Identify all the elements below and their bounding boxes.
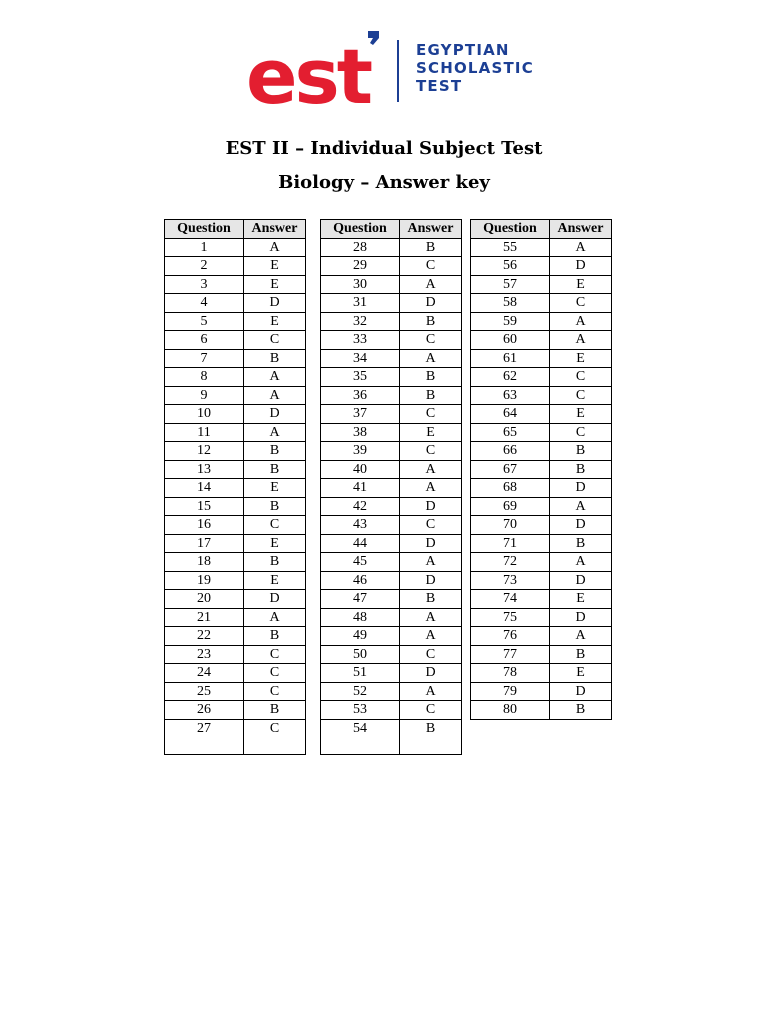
answer-letter: B bbox=[244, 627, 306, 646]
question-number: 1 bbox=[165, 238, 244, 257]
question-number: 61 bbox=[471, 349, 550, 368]
answer-letter: B bbox=[400, 238, 462, 257]
table-header-row bbox=[165, 220, 306, 239]
answer-letter: E bbox=[550, 405, 612, 424]
answer-letter: B bbox=[244, 497, 306, 516]
answer-letter: A bbox=[550, 497, 612, 516]
table-row bbox=[321, 664, 462, 683]
table-row bbox=[321, 312, 462, 331]
table-row bbox=[165, 238, 306, 257]
table-row bbox=[165, 516, 306, 535]
answer-letter: D bbox=[550, 682, 612, 701]
table-row bbox=[321, 405, 462, 424]
answer-letter: E bbox=[244, 257, 306, 276]
column-header-question: Question bbox=[165, 220, 244, 239]
question-number: 71 bbox=[471, 534, 550, 553]
answer-letter: C bbox=[244, 719, 306, 754]
table-row bbox=[165, 571, 306, 590]
answer-letter: D bbox=[400, 497, 462, 516]
question-number: 44 bbox=[321, 534, 400, 553]
table-row bbox=[321, 590, 462, 609]
table-row bbox=[321, 275, 462, 294]
question-number: 76 bbox=[471, 627, 550, 646]
question-number: 34 bbox=[321, 349, 400, 368]
answer-letter: D bbox=[244, 294, 306, 313]
question-number: 50 bbox=[321, 645, 400, 664]
answer-letter: A bbox=[400, 682, 462, 701]
question-number: 33 bbox=[321, 331, 400, 350]
table-row bbox=[471, 645, 612, 664]
logo-name-line-1: EGYPTIAN bbox=[416, 41, 510, 59]
table-row bbox=[471, 479, 612, 498]
table-row bbox=[471, 349, 612, 368]
table-row bbox=[321, 238, 462, 257]
answer-letter: A bbox=[400, 275, 462, 294]
table-row bbox=[471, 423, 612, 442]
question-number: 38 bbox=[321, 423, 400, 442]
table-row bbox=[165, 257, 306, 276]
answer-letter: E bbox=[244, 534, 306, 553]
answer-letter: A bbox=[244, 368, 306, 387]
table-row bbox=[321, 386, 462, 405]
answer-letter: D bbox=[244, 405, 306, 424]
table-row bbox=[165, 368, 306, 387]
table-row bbox=[471, 497, 612, 516]
est-logo-mark bbox=[246, 28, 386, 108]
answer-letter: E bbox=[244, 479, 306, 498]
question-number: 60 bbox=[471, 331, 550, 350]
table-row bbox=[471, 664, 612, 683]
table-row bbox=[165, 553, 306, 572]
question-number: 58 bbox=[471, 294, 550, 313]
answer-letter: B bbox=[244, 442, 306, 461]
answer-letter: C bbox=[550, 423, 612, 442]
table-row bbox=[321, 719, 462, 754]
answer-letter: D bbox=[550, 516, 612, 535]
table-row bbox=[321, 534, 462, 553]
answer-letter: D bbox=[550, 257, 612, 276]
answer-letter: E bbox=[550, 664, 612, 683]
answer-letter: B bbox=[244, 553, 306, 572]
question-number: 3 bbox=[165, 275, 244, 294]
est-logo bbox=[246, 28, 556, 108]
table-row bbox=[321, 294, 462, 313]
table-row bbox=[165, 608, 306, 627]
table-row bbox=[471, 627, 612, 646]
question-number: 21 bbox=[165, 608, 244, 627]
answer-table-3 bbox=[470, 219, 612, 720]
answer-letter: B bbox=[400, 368, 462, 387]
question-number: 28 bbox=[321, 238, 400, 257]
table-row bbox=[165, 682, 306, 701]
question-number: 39 bbox=[321, 442, 400, 461]
question-number: 16 bbox=[165, 516, 244, 535]
question-number: 20 bbox=[165, 590, 244, 609]
table-row bbox=[471, 386, 612, 405]
question-number: 64 bbox=[471, 405, 550, 424]
answer-table-2 bbox=[320, 219, 462, 755]
table-row bbox=[471, 590, 612, 609]
table-row bbox=[165, 590, 306, 609]
question-number: 5 bbox=[165, 312, 244, 331]
table-row bbox=[471, 368, 612, 387]
question-number: 69 bbox=[471, 497, 550, 516]
question-number: 18 bbox=[165, 553, 244, 572]
answer-letter: A bbox=[400, 553, 462, 572]
table-row bbox=[165, 386, 306, 405]
question-number: 41 bbox=[321, 479, 400, 498]
question-number: 46 bbox=[321, 571, 400, 590]
table-row bbox=[165, 460, 306, 479]
answer-letter: C bbox=[400, 442, 462, 461]
question-number: 13 bbox=[165, 460, 244, 479]
answer-letter: A bbox=[400, 460, 462, 479]
table-row bbox=[165, 294, 306, 313]
table-row bbox=[165, 627, 306, 646]
table-row bbox=[321, 460, 462, 479]
logo-name-line-2: SCHOLASTIC bbox=[416, 59, 534, 77]
logo-name-line-3: TEST bbox=[416, 77, 463, 95]
table-row bbox=[321, 571, 462, 590]
answer-table-1 bbox=[164, 219, 306, 755]
answer-letter: A bbox=[244, 608, 306, 627]
answer-letter: C bbox=[550, 386, 612, 405]
table-row bbox=[165, 442, 306, 461]
question-number: 63 bbox=[471, 386, 550, 405]
question-number: 17 bbox=[165, 534, 244, 553]
question-number: 75 bbox=[471, 608, 550, 627]
question-number: 70 bbox=[471, 516, 550, 535]
table-row bbox=[321, 516, 462, 535]
table-row bbox=[321, 497, 462, 516]
answer-letter: C bbox=[400, 645, 462, 664]
question-number: 55 bbox=[471, 238, 550, 257]
page-title: EST II – Individual Subject Test bbox=[225, 138, 543, 159]
question-number: 31 bbox=[321, 294, 400, 313]
question-number: 47 bbox=[321, 590, 400, 609]
question-number: 68 bbox=[471, 479, 550, 498]
table-row bbox=[165, 645, 306, 664]
question-number: 6 bbox=[165, 331, 244, 350]
table-row bbox=[321, 627, 462, 646]
question-number: 12 bbox=[165, 442, 244, 461]
answer-letter: D bbox=[550, 571, 612, 590]
table-header-row bbox=[471, 220, 612, 239]
answer-letter: A bbox=[400, 349, 462, 368]
question-number: 40 bbox=[321, 460, 400, 479]
table-row bbox=[471, 516, 612, 535]
question-number: 57 bbox=[471, 275, 550, 294]
question-number: 22 bbox=[165, 627, 244, 646]
question-number: 80 bbox=[471, 701, 550, 720]
question-number: 67 bbox=[471, 460, 550, 479]
answer-letter: E bbox=[550, 349, 612, 368]
logo-mark-text: est bbox=[246, 32, 371, 108]
table-row bbox=[471, 442, 612, 461]
answer-letter: C bbox=[244, 664, 306, 683]
question-number: 35 bbox=[321, 368, 400, 387]
table-row bbox=[471, 701, 612, 720]
table-row bbox=[471, 238, 612, 257]
question-number: 8 bbox=[165, 368, 244, 387]
question-number: 4 bbox=[165, 294, 244, 313]
question-number: 24 bbox=[165, 664, 244, 683]
answer-letter: D bbox=[400, 534, 462, 553]
question-number: 30 bbox=[321, 275, 400, 294]
table-row bbox=[165, 497, 306, 516]
table-row bbox=[471, 608, 612, 627]
answer-letter: E bbox=[400, 423, 462, 442]
table-row bbox=[321, 349, 462, 368]
question-number: 65 bbox=[471, 423, 550, 442]
table-row bbox=[165, 405, 306, 424]
answer-letter: B bbox=[400, 719, 462, 754]
question-number: 42 bbox=[321, 497, 400, 516]
answer-letter: C bbox=[400, 516, 462, 535]
table-row bbox=[471, 257, 612, 276]
question-number: 14 bbox=[165, 479, 244, 498]
question-number: 29 bbox=[321, 257, 400, 276]
table-row bbox=[165, 664, 306, 683]
table-row bbox=[165, 349, 306, 368]
answer-letter: C bbox=[244, 645, 306, 664]
table-row bbox=[165, 275, 306, 294]
answer-letter: C bbox=[244, 516, 306, 535]
answer-letter: B bbox=[550, 534, 612, 553]
answer-letter: A bbox=[550, 312, 612, 331]
question-number: 36 bbox=[321, 386, 400, 405]
answer-letter: C bbox=[244, 682, 306, 701]
question-number: 52 bbox=[321, 682, 400, 701]
question-number: 77 bbox=[471, 645, 550, 664]
answer-letter: E bbox=[244, 312, 306, 331]
answer-letter: B bbox=[244, 349, 306, 368]
table-row bbox=[321, 257, 462, 276]
table-row bbox=[471, 294, 612, 313]
answer-letter: B bbox=[550, 645, 612, 664]
column-header-question: Question bbox=[321, 220, 400, 239]
answer-letter: E bbox=[244, 275, 306, 294]
answer-letter: A bbox=[244, 386, 306, 405]
question-number: 37 bbox=[321, 405, 400, 424]
answer-letter: A bbox=[244, 238, 306, 257]
column-header-answer: Answer bbox=[550, 220, 612, 239]
answer-letter: B bbox=[550, 460, 612, 479]
answer-letter: C bbox=[400, 331, 462, 350]
question-number: 2 bbox=[165, 257, 244, 276]
table-row bbox=[165, 701, 306, 720]
question-number: 25 bbox=[165, 682, 244, 701]
table-row bbox=[321, 479, 462, 498]
answer-letter: C bbox=[550, 294, 612, 313]
table-row bbox=[165, 719, 306, 754]
answer-letter: D bbox=[550, 479, 612, 498]
question-number: 23 bbox=[165, 645, 244, 664]
answer-letter: C bbox=[400, 257, 462, 276]
table-row bbox=[321, 331, 462, 350]
answer-letter: C bbox=[550, 368, 612, 387]
question-number: 48 bbox=[321, 608, 400, 627]
answer-letter: A bbox=[244, 423, 306, 442]
column-header-answer: Answer bbox=[400, 220, 462, 239]
table-row bbox=[471, 331, 612, 350]
table-row bbox=[321, 608, 462, 627]
question-number: 45 bbox=[321, 553, 400, 572]
table-row bbox=[321, 442, 462, 461]
page-subtitle: Biology – Answer key bbox=[278, 172, 490, 193]
logo-divider bbox=[397, 40, 399, 102]
table-row bbox=[471, 312, 612, 331]
question-number: 11 bbox=[165, 423, 244, 442]
question-number: 7 bbox=[165, 349, 244, 368]
answer-letter: B bbox=[244, 701, 306, 720]
table-row bbox=[471, 405, 612, 424]
column-header-answer: Answer bbox=[244, 220, 306, 239]
answer-letter: A bbox=[400, 479, 462, 498]
answer-letter: E bbox=[550, 590, 612, 609]
table-row bbox=[471, 682, 612, 701]
table-row bbox=[321, 701, 462, 720]
table-row bbox=[165, 479, 306, 498]
answer-letter: D bbox=[400, 664, 462, 683]
answer-letter: E bbox=[244, 571, 306, 590]
question-number: 10 bbox=[165, 405, 244, 424]
question-number: 56 bbox=[471, 257, 550, 276]
table-row bbox=[165, 312, 306, 331]
table-row bbox=[165, 331, 306, 350]
question-number: 49 bbox=[321, 627, 400, 646]
question-number: 51 bbox=[321, 664, 400, 683]
answer-letter: D bbox=[244, 590, 306, 609]
answer-letter: B bbox=[244, 460, 306, 479]
question-number: 72 bbox=[471, 553, 550, 572]
question-number: 19 bbox=[165, 571, 244, 590]
answer-letter: A bbox=[550, 331, 612, 350]
answer-letter: A bbox=[550, 238, 612, 257]
question-number: 27 bbox=[165, 719, 244, 754]
table-row bbox=[321, 423, 462, 442]
table-header-row bbox=[321, 220, 462, 239]
table-row bbox=[321, 645, 462, 664]
table-row bbox=[471, 571, 612, 590]
question-number: 54 bbox=[321, 719, 400, 754]
table-row bbox=[471, 534, 612, 553]
answer-letter: A bbox=[400, 608, 462, 627]
table-row bbox=[165, 423, 306, 442]
answer-letter: D bbox=[400, 571, 462, 590]
table-row bbox=[165, 534, 306, 553]
table-row bbox=[471, 460, 612, 479]
answer-letter: B bbox=[400, 386, 462, 405]
question-number: 53 bbox=[321, 701, 400, 720]
question-number: 9 bbox=[165, 386, 244, 405]
answer-letter: A bbox=[550, 627, 612, 646]
table-row bbox=[321, 368, 462, 387]
answer-letter: E bbox=[550, 275, 612, 294]
answer-letter: D bbox=[550, 608, 612, 627]
answer-letter: A bbox=[400, 627, 462, 646]
question-number: 66 bbox=[471, 442, 550, 461]
question-number: 43 bbox=[321, 516, 400, 535]
question-number: 62 bbox=[471, 368, 550, 387]
question-number: 15 bbox=[165, 497, 244, 516]
question-number: 78 bbox=[471, 664, 550, 683]
question-number: 26 bbox=[165, 701, 244, 720]
question-number: 74 bbox=[471, 590, 550, 609]
answer-letter: C bbox=[244, 331, 306, 350]
table-row bbox=[321, 682, 462, 701]
logo-name bbox=[416, 41, 534, 95]
answer-letter: B bbox=[400, 312, 462, 331]
answer-letter: C bbox=[400, 405, 462, 424]
question-number: 59 bbox=[471, 312, 550, 331]
answer-letter: C bbox=[400, 701, 462, 720]
question-number: 79 bbox=[471, 682, 550, 701]
question-number: 73 bbox=[471, 571, 550, 590]
answer-letter: D bbox=[400, 294, 462, 313]
answer-letter: B bbox=[550, 701, 612, 720]
table-row bbox=[471, 553, 612, 572]
answer-letter: B bbox=[550, 442, 612, 461]
table-row bbox=[471, 275, 612, 294]
answer-letter: B bbox=[400, 590, 462, 609]
question-number: 32 bbox=[321, 312, 400, 331]
answer-letter: A bbox=[550, 553, 612, 572]
table-row bbox=[321, 553, 462, 572]
column-header-question: Question bbox=[471, 220, 550, 239]
